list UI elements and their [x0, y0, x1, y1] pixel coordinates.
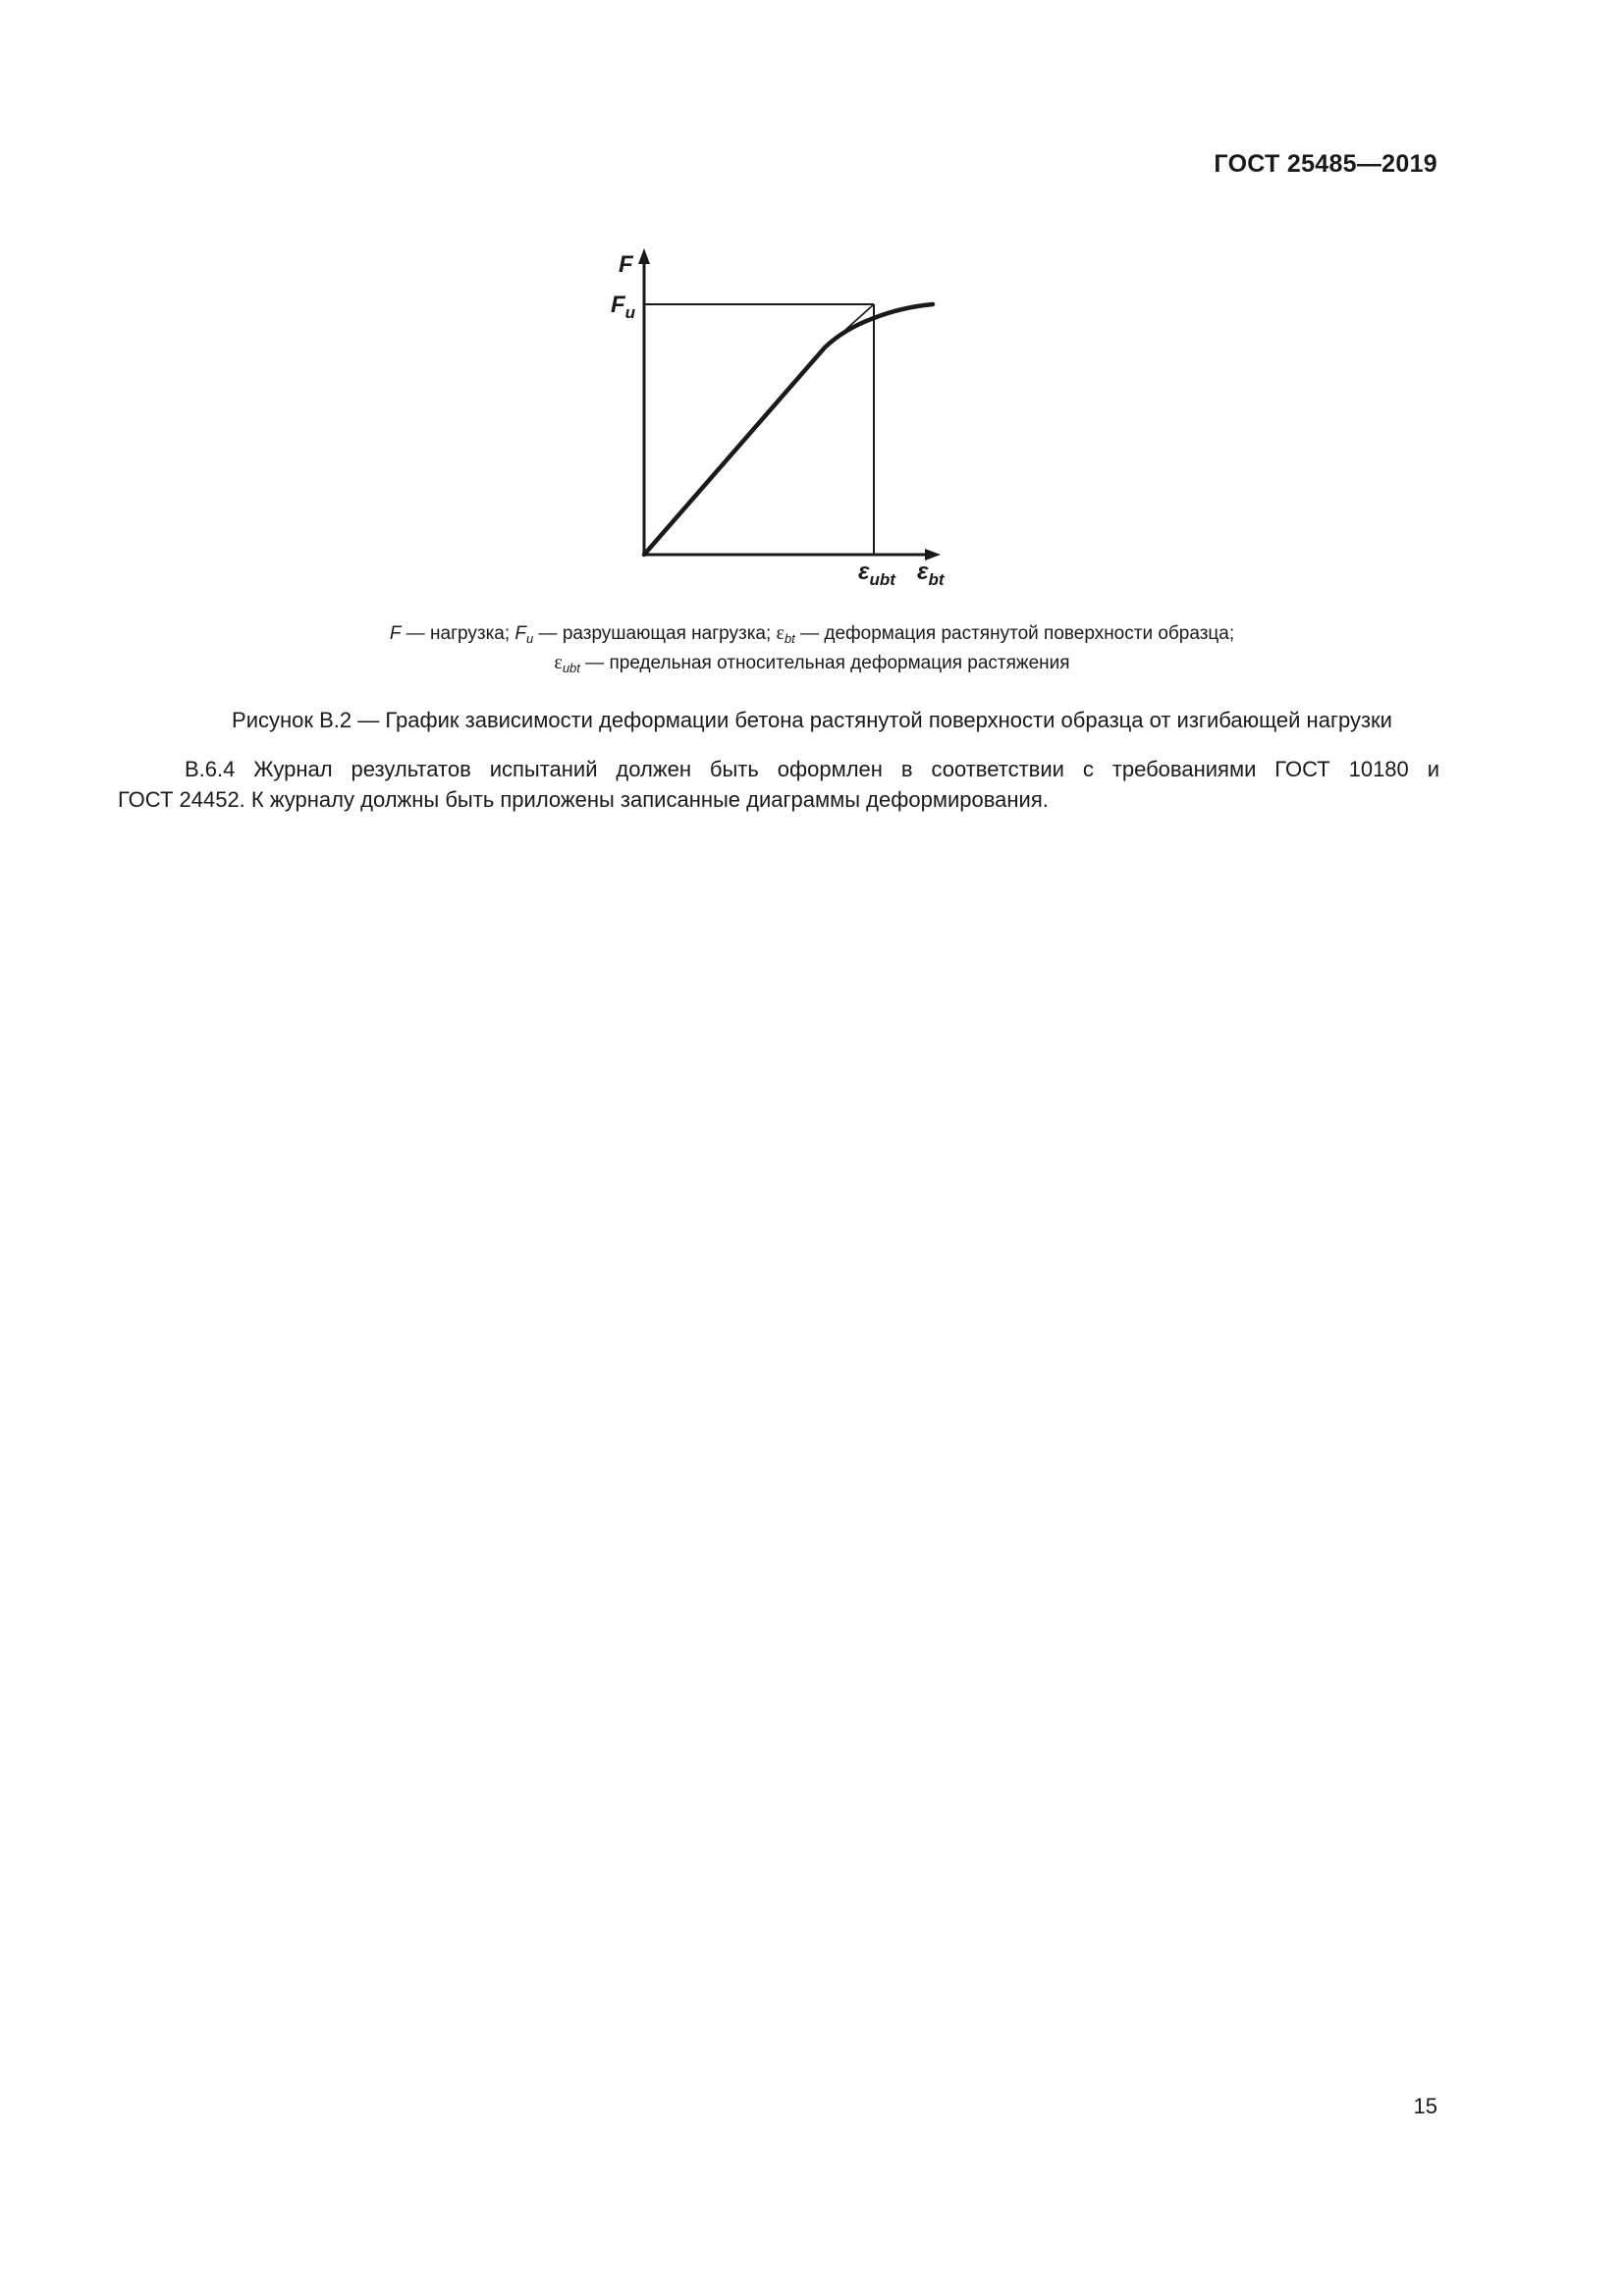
legend-line-2	[0, 651, 1624, 680]
legend-ebt-sub: bt	[784, 631, 795, 646]
legend-ebt-desc: — деформация растянутой поверхности образца;	[794, 623, 1235, 644]
y-axis-label: F	[619, 251, 633, 278]
load-deformation-figure	[589, 240, 982, 594]
legend-eubt-desc: — предельная относительная деформация растяжения	[579, 653, 1070, 673]
legend-fu-symbol: F	[514, 623, 527, 644]
load-deformation-curve	[644, 304, 933, 555]
fu-label-main: F	[611, 292, 625, 318]
legend-f-desc: — нагрузка;	[401, 623, 515, 644]
legend-fu-desc: — разрушающая нагрузка;	[533, 623, 777, 644]
legend-eubt-symbol: ε	[554, 652, 563, 673]
legend-f-symbol: F	[389, 623, 402, 644]
eps-ubt-label	[858, 559, 896, 589]
paragraph-line-2: ГОСТ 24452. К журналу должны быть приложены записанные диаграммы деформирования.	[118, 787, 1049, 812]
fu-label	[611, 292, 636, 322]
eps-bt-sub: bt	[928, 570, 945, 589]
figure-caption: Рисунок В.2 — График зависимости деформации бетона растянутой поверхности образца от изгибающей нагрузки	[232, 708, 1392, 732]
figure-svg	[589, 240, 982, 594]
eps-bt-label	[917, 559, 946, 589]
legend-ebt-symbol: ε	[776, 622, 785, 644]
legend-eubt-sub: ubt	[562, 661, 580, 675]
eps-ubt-main: ε	[858, 559, 870, 585]
paragraph-line-1: В.6.4 Журнал результатов испытаний должен быть оформлен в соответствии с требованиями ГОСТ 10180 и	[185, 757, 1439, 781]
y-axis-arrow	[638, 248, 650, 264]
legend-fu-sub: u	[526, 631, 534, 646]
fu-label-sub: u	[624, 303, 636, 322]
body-paragraph	[118, 754, 1439, 815]
document-code: ГОСТ 25485—2019	[1214, 150, 1437, 178]
legend-line-1	[0, 621, 1624, 651]
eps-ubt-sub: ubt	[869, 570, 895, 589]
eps-bt-main: ε	[917, 559, 929, 585]
figure-legend	[0, 621, 1624, 680]
page-number: 15	[1413, 2094, 1437, 2118]
